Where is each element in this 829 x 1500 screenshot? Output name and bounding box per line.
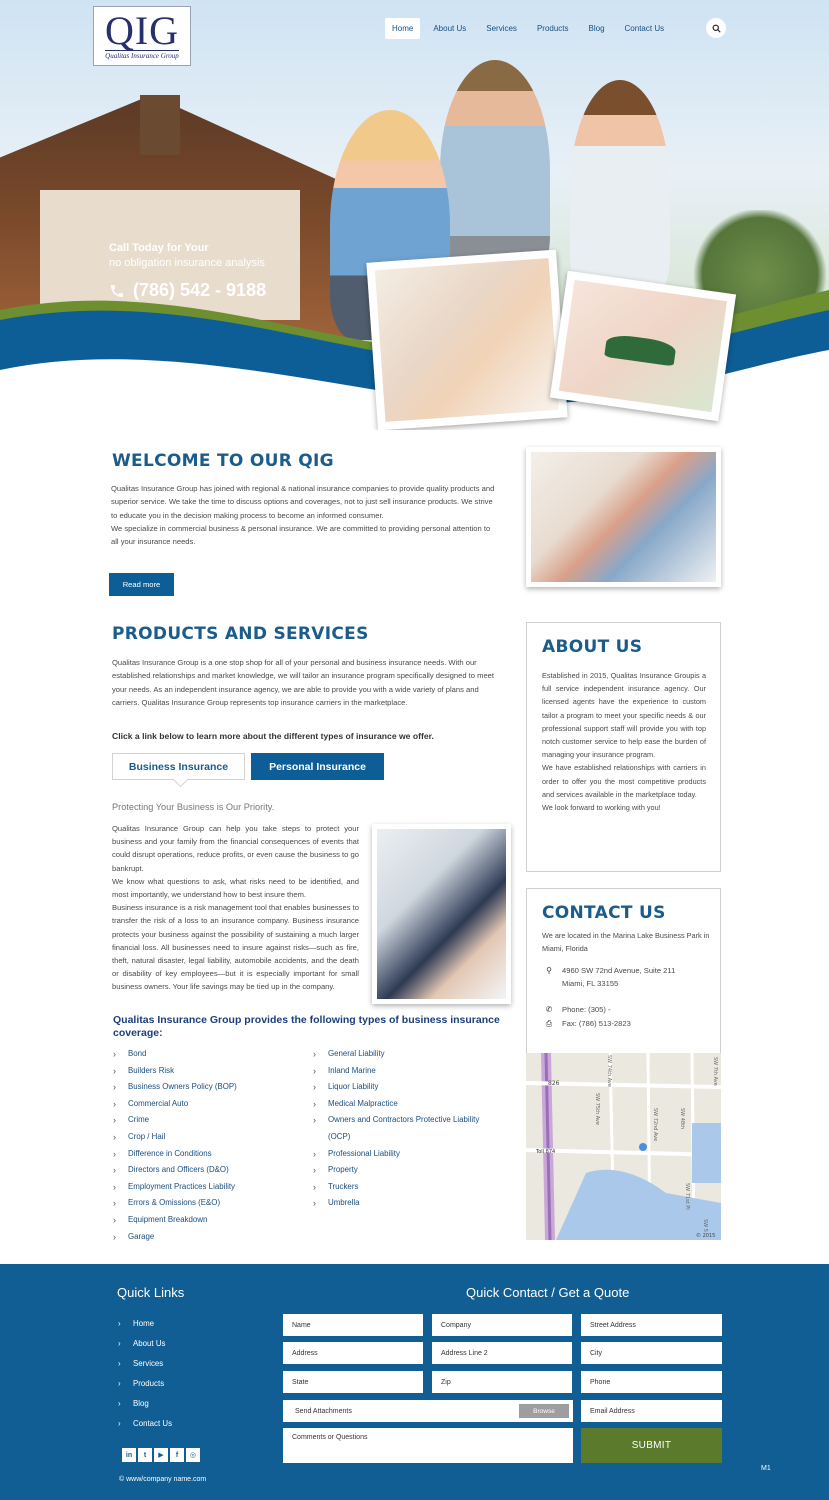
toy-car (604, 333, 677, 367)
cta-phone-number: (786) 542 - 9188 (133, 280, 267, 300)
map-label: SW 48th (679, 1108, 685, 1130)
map-label: 826 (548, 1080, 560, 1087)
coverage-item[interactable]: › Crime (113, 1112, 303, 1129)
footer-link-services[interactable]: › Services (118, 1354, 172, 1374)
company-field[interactable]: Company (432, 1314, 572, 1336)
car-in-hands-photo (559, 280, 727, 412)
map-label: SW 72nd Ave (652, 1108, 658, 1142)
coverage-list-right (313, 1046, 503, 1212)
map-label: SW 75th Ave (594, 1093, 600, 1125)
quick-links-list (118, 1314, 172, 1433)
coverage-list-left (113, 1046, 303, 1245)
phone-field[interactable]: Phone (581, 1371, 722, 1393)
coverage-item[interactable]: › Directors and Officers (D&O) (113, 1162, 303, 1179)
contact-phone (544, 1003, 611, 1016)
contact-title: CONTACT US (542, 903, 666, 923)
about-text (542, 669, 706, 814)
about-paragraph-2: We have established relationships with carriers in order to offer you the most competitive products and services available in the marketplace today. (542, 763, 706, 799)
quick-contact-title: Quick Contact / Get a Quote (466, 1285, 630, 1300)
map-label: SW 5 (702, 1219, 708, 1232)
family-photo (375, 258, 559, 422)
coverage-item[interactable]: › Commercial Auto (113, 1096, 303, 1113)
map-label: Toll 874 (536, 1149, 556, 1155)
coverage-item[interactable]: › Builders Risk (113, 1063, 303, 1080)
map-copyright: © 2015 (696, 1233, 716, 1239)
products-text: Qualitas Insurance Group is a one stop shop for all of your personal and business insurance needs. With our established relationships and market knowledge, we will tailor an insurance program specifically designed to meet your needs. As an independent insurance agency, we are able to provide you with a wide variety of plans and carriers. Qualitas Insurance Group represents top insurance carriers in the marketplace. (112, 658, 494, 707)
coverage-item[interactable]: › Difference in Conditions (113, 1146, 303, 1163)
location-map[interactable] (526, 1053, 721, 1240)
nav-home[interactable]: Home (385, 18, 420, 39)
coverage-item[interactable]: › Inland Marine (313, 1063, 503, 1080)
about-title: ABOUT US (542, 637, 643, 657)
contact-address (544, 964, 675, 990)
welcome-title: WELCOME TO OUR QIG (112, 451, 334, 471)
search-button[interactable] (706, 18, 726, 38)
twitter-icon[interactable]: t (138, 1448, 152, 1462)
map-label: SW 71st Pl (684, 1183, 690, 1210)
m1-label: M1 (761, 1465, 771, 1472)
welcome-paragraph-1: Qualitas Insurance Group has joined with regional & national insurance companies to provide quality products and superior service. We take the time to discuss options and coverages, not to just sell insurance products. We strive to educate you in the decision making process to become an informed consumer. (111, 484, 495, 520)
coverage-item[interactable]: › Bond (113, 1046, 303, 1063)
map-label: SW 7th Ave (712, 1057, 718, 1086)
welcome-paragraph-2: We specialize in commercial business & personal insurance. We are committed to providing personal attention to all your insurance needs. (111, 523, 491, 547)
protect-paragraph-1: Qualitas Insurance Group can help you take steps to protect your business and your family from the financial consequences of events that could disrupt operations, reduce profits, or even cause the business to go bankrupt. (112, 824, 359, 873)
footer-link-contact-us[interactable]: › Contact Us (118, 1414, 172, 1434)
hero-person-mother (570, 80, 670, 300)
couple-photo-card (526, 447, 721, 587)
fax-icon: ⎙ (545, 1019, 553, 1028)
address-line-1: 4960 SW 72nd Avenue, Suite 211 (562, 966, 676, 975)
coverage-item[interactable]: › Owners and Contractors Protective Liability (OCP) (313, 1112, 503, 1145)
coverage-item[interactable]: › Umbrella (313, 1195, 503, 1212)
social-icons (122, 1448, 200, 1462)
contact-phone-text: Phone: (305) - (562, 1005, 611, 1014)
main-nav (385, 18, 671, 39)
coverage-item[interactable]: › Errors & Omissions (E&O) (113, 1195, 303, 1212)
cta-line1: Call Today for Your (109, 242, 209, 254)
about-us-box (526, 622, 721, 872)
attachments-field[interactable] (283, 1400, 573, 1422)
coverage-item[interactable]: › Medical Malpractice (313, 1096, 503, 1113)
coverage-item[interactable]: › Employment Practices Liability (113, 1179, 303, 1196)
contact-us-box (526, 888, 721, 1054)
coverage-item[interactable]: › Equipment Breakdown (113, 1212, 303, 1229)
nav-services[interactable]: Services (486, 24, 517, 33)
nav-contact-us[interactable]: Contact Us (624, 24, 665, 33)
coverage-item[interactable]: › Truckers (313, 1179, 503, 1196)
contact-fax-text: Fax: (786) 513-2823 (562, 1019, 631, 1028)
protect-paragraph-2: We know what questions to ask, what risks need to be identified, and most importantly, we understand how to best insure them. (112, 876, 359, 900)
attachments-label: Send Attachments (295, 1407, 352, 1415)
couple-photo (531, 452, 716, 582)
submit-button[interactable]: SUBMIT (581, 1428, 722, 1463)
footer-link-products[interactable]: › Products (118, 1374, 172, 1394)
address-line-2: Miami, FL 33155 (562, 979, 619, 988)
cta-phone[interactable] (109, 280, 266, 301)
instagram-icon[interactable]: ◎ (186, 1448, 200, 1462)
map-graphic (526, 1053, 721, 1240)
state-field[interactable]: State (283, 1371, 423, 1393)
search-icon (712, 24, 721, 33)
copyright: © www/company name.com (119, 1476, 207, 1483)
street-address-field[interactable]: Street Address (581, 1314, 722, 1336)
tab-personal-insurance[interactable]: Personal Insurance (251, 753, 384, 780)
coverage-item[interactable]: › Crop / Hail (113, 1129, 303, 1146)
hero-person-father (440, 60, 550, 280)
about-paragraph-1: Established in 2015, Qualitas Insurance Groupis a full service independent insurance agency. Our licensed agents have the experience to custom tailor a program to meet your specific needs & our professional support staff will provide you with top notch customer service to help ease the burden of managing your insurance program. (542, 671, 706, 760)
logo-subtitle: Qualitas Insurance Group (105, 52, 179, 60)
address-field[interactable]: Address (283, 1342, 423, 1364)
coverage-item[interactable]: › Garage (113, 1229, 303, 1246)
city-field[interactable]: City (581, 1342, 722, 1364)
coverage-item[interactable]: › Business Owners Policy (BOP) (113, 1079, 303, 1096)
coverage-item[interactable]: › Property (313, 1162, 503, 1179)
coverage-item[interactable]: › Liquor Liability (313, 1079, 503, 1096)
quick-links-title: Quick Links (117, 1285, 185, 1300)
map-pin-icon: ⚲ (546, 966, 552, 975)
protect-paragraph-3: Business insurance is a risk management tool that enables businesses to transfer the risk of a loss to an insurance company. Business insurance protects your business against the possibility of sustaining a much larger financial loss. All businesses need to insure against risks—such as fire, theft, natural disaster, legal liability, automobile accidents, and the death or disability of key employees—but it is especially important for small business owners. Your life savings may be tied up in the company. (112, 903, 359, 992)
youtube-icon[interactable]: ▶ (154, 1448, 168, 1462)
welcome-text (111, 482, 497, 548)
nav-blog[interactable]: Blog (588, 24, 605, 33)
cta-line2: no obligation insurance analysis (109, 257, 265, 269)
about-paragraph-3: We look forward to working with you! (542, 803, 661, 813)
protect-text (112, 822, 359, 994)
family-photo-card (366, 250, 567, 430)
hero-chimney (140, 95, 180, 155)
email-field[interactable]: Email Address (581, 1400, 722, 1422)
car-photo-card (550, 271, 736, 421)
map-label: SW 74th Ave (606, 1055, 612, 1087)
footer-link-blog[interactable]: › Blog (118, 1394, 172, 1414)
read-more-button[interactable]: Read more (109, 573, 174, 596)
handshake-photo (377, 829, 506, 999)
coverage-title: Qualitas Insurance Group provides the following types of business insurance coverage: (113, 1014, 500, 1039)
protect-title: Protecting Your Business is Our Priority. (112, 802, 275, 812)
products-cta: Click a link below to learn more about the different types of insurance we offer. (112, 731, 434, 741)
name-field[interactable]: Name (283, 1314, 423, 1336)
phone-icon: ✆ (545, 1005, 553, 1014)
coverage-item[interactable]: › Professional Liability (313, 1146, 503, 1163)
contact-fax (544, 1017, 631, 1030)
comments-field[interactable]: Comments or Questions (283, 1428, 573, 1463)
footer-link-about-us[interactable]: › About Us (118, 1334, 172, 1354)
handshake-photo-card (372, 824, 511, 1004)
logo[interactable] (93, 6, 191, 66)
tab-business-insurance[interactable]: Business Insurance (112, 753, 245, 780)
footer-link-home[interactable]: › Home (118, 1314, 172, 1334)
linkedin-icon[interactable]: in (122, 1448, 136, 1462)
nav-products[interactable]: Products (536, 24, 569, 33)
contact-intro: We are located in the Marina Lake Business Park in Miami, Florida (542, 931, 710, 954)
zip-field[interactable]: Zip (432, 1371, 572, 1393)
address-line-2-field[interactable]: Address Line 2 (432, 1342, 572, 1364)
hero-call-to-action (109, 242, 266, 301)
logo-mark: QIG (104, 8, 180, 53)
facebook-icon[interactable]: f (170, 1448, 184, 1462)
phone-icon (109, 283, 125, 299)
coverage-item[interactable]: › General Liability (313, 1046, 503, 1063)
nav-about-us[interactable]: About Us (433, 24, 467, 33)
browse-button[interactable]: Browse (519, 1404, 569, 1418)
products-title: PRODUCTS AND SERVICES (112, 624, 369, 644)
